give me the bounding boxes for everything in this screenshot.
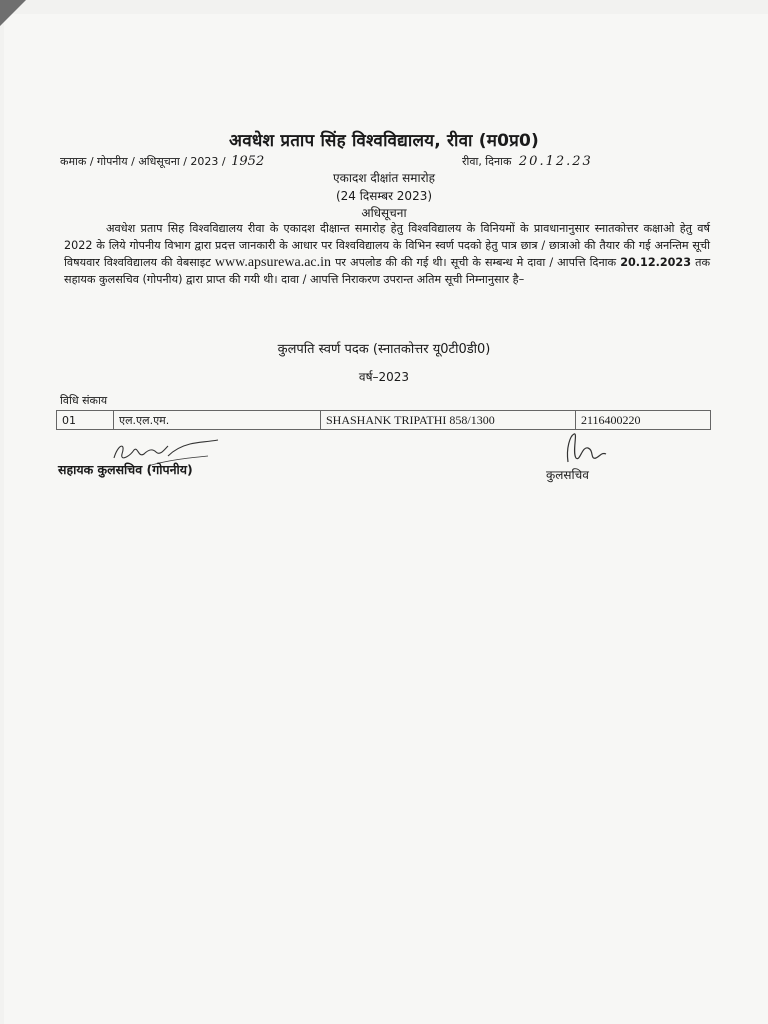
claim-date: 20.12.2023 <box>620 256 691 269</box>
course-cell: एल.एल.एम. <box>114 411 321 430</box>
reference-number: 1952 <box>231 154 265 169</box>
reference-line <box>60 154 264 169</box>
university-title: अवधेश प्रताप सिंह विश्वविद्यालय, रीवा (म0प्र0) <box>229 131 539 151</box>
paragraph-part-2: पर अपलोड की की गई थी। सूची के सम्बन्ध मे दावा / आपत्ति दिनाक <box>335 256 617 269</box>
place-date <box>462 154 593 169</box>
serial-number-cell: 01 <box>57 411 114 430</box>
handwritten-date: 20.12.23 <box>518 154 593 169</box>
name-marks-cell: SHASHANK TRIPATHI 858/1300 <box>321 411 576 430</box>
medal-heading: कुलपति स्वर्ण पदक (स्नातकोत्तर यू0टी0डी0) <box>277 342 491 357</box>
place-date-label: रीवा, दिनाक <box>462 155 512 168</box>
roll-number-cell: 2116400220 <box>576 411 711 430</box>
faculty-label: विधि संकाय <box>60 394 108 407</box>
paragraph-part-1: अवधेश प्रताप सिह विश्वविद्यालय रीवा के एकादश दीक्षान्त समारोह हेतु विश्वविद्यालय के विनियमों के प्रावधानानुसार स्नातकोत्तर कक्षाओ हेतु वर्ष 2022 के लिये गोपनीय विभाग द्वारा प्रदत्त जानकारी के आधार पर विश्वविद्यालय के विभिन स्वर्ण पदको हेतु पात्र छात्र / छात्राओ की तैयार की गई अनन्तिम सूची विषयवार विश्वविद्यालय की वेबसाइट <box>64 222 710 269</box>
event-date: (24 दिसम्बर 2023) <box>335 189 433 203</box>
page-corner-shadow <box>0 0 26 26</box>
event-name: एकादश दीक्षांत समारोह <box>333 171 435 185</box>
notification-paragraph <box>64 220 710 288</box>
assistant-registrar-title: सहायक कुलसचिव (गोपनीय) <box>58 462 193 477</box>
medal-table <box>56 410 711 430</box>
website-link-text: www.apsurewa.ac.in <box>214 255 332 270</box>
reference-label: कमाक / गोपनीय / अधिसूचना / 2023 / <box>60 155 226 168</box>
medal-year: वर्ष–2023 <box>358 370 410 384</box>
registrar-title: कुलसचिव <box>546 468 589 482</box>
notification-label: अधिसूचना <box>361 206 407 220</box>
registrar-signature <box>560 428 610 468</box>
table-row <box>57 411 711 430</box>
paragraph-part-3: तक सहायक कुलसचिव (गोपनीय) द्वारा प्राप्त की गयी थी। दावा / आपत्ति निराकरण उपरान्त अतिम सूची निम्नानुसार है– <box>64 256 711 286</box>
